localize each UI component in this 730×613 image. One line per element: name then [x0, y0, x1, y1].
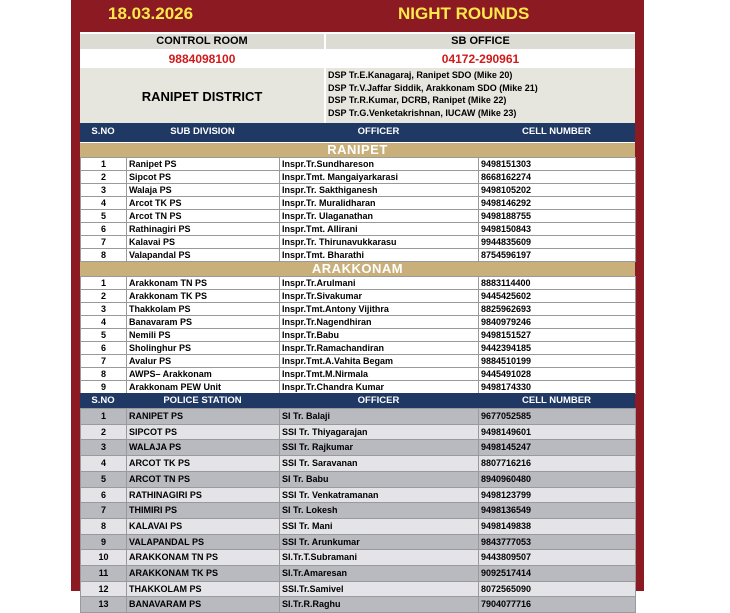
station-cell: Arcot TN PS — [127, 210, 280, 223]
phone-cell: 9498123799 — [479, 487, 636, 503]
district-name: RANIPET DISTRICT — [80, 68, 324, 123]
table-row — [81, 381, 636, 394]
sno-cell: 13 — [81, 597, 127, 613]
station-cell: VALAPANDAL PS — [127, 534, 280, 550]
table-row — [81, 290, 636, 303]
phone-cell: 9498145247 — [479, 440, 636, 456]
station-cell: AWPS– Arakkonam — [127, 368, 280, 381]
officer-cell: Inspr.Tr.Ramachandiran — [280, 342, 479, 355]
officer-cell: Inspr.Tmt. Allirani — [280, 223, 479, 236]
officer-cell: Inspr.Tr. Ulaganathan — [280, 210, 479, 223]
table-row — [81, 456, 636, 472]
phone-cell: 8883114400 — [479, 277, 636, 290]
station-cell: RATHINAGIRI PS — [127, 487, 280, 503]
station-cell: Sholinghur PS — [127, 342, 280, 355]
phone-cell: 9445491028 — [479, 368, 636, 381]
sno-cell: 8 — [81, 368, 127, 381]
table-row — [81, 550, 636, 566]
officer-cell: SSI Tr. Venkatramanan — [280, 487, 479, 503]
table-row — [81, 184, 636, 197]
station-cell: Kalavai PS — [127, 236, 280, 249]
phone-cell: 9498149838 — [479, 518, 636, 534]
phone-cell: 9498151303 — [479, 158, 636, 171]
officer-cell: Inspr.Tr.Chandra Kumar — [280, 381, 479, 394]
table-row — [81, 409, 636, 425]
table-row — [81, 249, 636, 262]
officer-cell: Inspr.Tr. Thirunavukkarasu — [280, 236, 479, 249]
phone-cell: 8940960480 — [479, 471, 636, 487]
sno-cell: 2 — [81, 171, 127, 184]
police-station-table — [80, 408, 636, 613]
report-title: NIGHT ROUNDS — [398, 4, 530, 23]
station-cell: SIPCOT PS — [127, 424, 280, 440]
dsp-list — [326, 68, 635, 123]
dsp-line: DSP Tr.V.Jaffar Siddik, Arakkonam SDO (Mike 21) — [328, 82, 538, 93]
table-row — [81, 210, 636, 223]
table-row — [81, 329, 636, 342]
station-cell: Avalur PS — [127, 355, 280, 368]
phone-cell: 9498149601 — [479, 424, 636, 440]
phone-cell: 9884510199 — [479, 355, 636, 368]
sno-cell: 12 — [81, 581, 127, 597]
table-row — [81, 597, 636, 613]
phone-cell: 7904077716 — [479, 597, 636, 613]
table-row — [81, 316, 636, 329]
table-row — [81, 534, 636, 550]
officer-cell: Inspr.Tmt.Antony Vijithra — [280, 303, 479, 316]
station-cell: RANIPET PS — [127, 409, 280, 425]
sno-cell: 7 — [81, 503, 127, 519]
officer-cell: Inspr.Tmt. Mangaiyarkarasi — [280, 171, 479, 184]
officer-cell: Inspr.Tr.Nagendhiran — [280, 316, 479, 329]
phone-cell: 8072565090 — [479, 581, 636, 597]
sno-cell: 2 — [81, 290, 127, 303]
table-row — [81, 223, 636, 236]
officer-cell: Inspr.Tmt.A.Vahita Begam — [280, 355, 479, 368]
table-row — [81, 440, 636, 456]
sb-office-number: 04172-290961 — [326, 51, 635, 68]
ps-col-police-station: POLICE STATION — [126, 393, 279, 408]
table-row — [81, 171, 636, 184]
officer-cell: Inspr.Tr.Babu — [280, 329, 479, 342]
table-row — [81, 355, 636, 368]
phone-cell: 8754596197 — [479, 249, 636, 262]
station-cell: ARCOT TK PS — [127, 456, 280, 472]
arakkonam-table — [80, 276, 636, 394]
phone-cell: 8825962693 — [479, 303, 636, 316]
sno-cell: 4 — [81, 316, 127, 329]
table-row — [81, 158, 636, 171]
phone-cell: 8668162274 — [479, 171, 636, 184]
officer-cell: SI Tr. Balaji — [280, 409, 479, 425]
ps-col-officer: OFFICER — [279, 393, 478, 408]
officer-cell: SI Tr. Babu — [280, 471, 479, 487]
officer-cell: SSI Tr. Thiyagarajan — [280, 424, 479, 440]
phone-cell: 9840979246 — [479, 316, 636, 329]
sno-cell: 6 — [81, 487, 127, 503]
control-room-label: CONTROL ROOM — [80, 34, 324, 49]
phone-cell: 9843777053 — [479, 534, 636, 550]
title-bar — [80, 0, 635, 32]
phone-cell: 9498151527 — [479, 329, 636, 342]
night-rounds-document — [80, 0, 635, 610]
col-officer: OFFICER — [279, 123, 478, 142]
sno-cell: 1 — [81, 409, 127, 425]
sno-cell: 11 — [81, 566, 127, 582]
officer-cell: SSI.Tr.Samivel — [280, 581, 479, 597]
station-cell: Sipcot PS — [127, 171, 280, 184]
officer-cell: Inspr.Tr. Sakthiganesh — [280, 184, 479, 197]
phone-cell: 9443809507 — [479, 550, 636, 566]
sno-cell: 6 — [81, 342, 127, 355]
station-cell: THIMIRI PS — [127, 503, 280, 519]
dsp-line: DSP Tr.G.Venketakrishnan, IUCAW (Mike 23) — [328, 107, 517, 118]
sno-cell: 1 — [81, 158, 127, 171]
officer-cell: Inspr.Tmt.M.Nirmala — [280, 368, 479, 381]
sno-cell: 5 — [81, 210, 127, 223]
dsp-line: DSP Tr.R.Kumar, DCRB, Ranipet (Mike 22) — [328, 95, 507, 105]
sno-cell: 9 — [81, 381, 127, 394]
ps-col-sno: S.NO — [80, 393, 126, 408]
station-cell: Arcot TK PS — [127, 197, 280, 210]
station-cell: Valapandal PS — [127, 249, 280, 262]
section-arakkonam: ARAKKONAM — [80, 262, 635, 276]
officer-cell: SSI Tr. Mani — [280, 518, 479, 534]
sno-cell: 7 — [81, 236, 127, 249]
phone-cell: 9498146292 — [479, 197, 636, 210]
sno-cell: 3 — [81, 440, 127, 456]
table-row — [81, 518, 636, 534]
station-cell: Thakkolam PS — [127, 303, 280, 316]
col-sno: S.NO — [80, 123, 126, 142]
table-row — [81, 303, 636, 316]
phone-cell: 9677052585 — [479, 409, 636, 425]
table-row — [81, 566, 636, 582]
phone-cell: 9498105202 — [479, 184, 636, 197]
officer-cell: SI.Tr.R.Raghu — [280, 597, 479, 613]
sno-cell: 3 — [81, 303, 127, 316]
station-cell: WALAJA PS — [127, 440, 280, 456]
station-cell: Nemili PS — [127, 329, 280, 342]
phone-cell: 9944835609 — [479, 236, 636, 249]
table-row — [81, 197, 636, 210]
station-cell: Rathinagiri PS — [127, 223, 280, 236]
table-row — [81, 236, 636, 249]
table-row — [81, 342, 636, 355]
phone-cell: 9498136549 — [479, 503, 636, 519]
table-row — [81, 368, 636, 381]
station-cell: Arakkonam TN PS — [127, 277, 280, 290]
sno-cell: 5 — [81, 471, 127, 487]
col-sub-division: SUB DIVISION — [126, 123, 279, 142]
station-cell: KALAVAI PS — [127, 518, 280, 534]
station-cell: Walaja PS — [127, 184, 280, 197]
phone-cell: 9442394185 — [479, 342, 636, 355]
station-cell: BANAVARAM PS — [127, 597, 280, 613]
station-cell: ARAKKONAM TK PS — [127, 566, 280, 582]
sb-office-label: SB OFFICE — [326, 34, 635, 49]
sno-cell: 3 — [81, 184, 127, 197]
table-row — [81, 487, 636, 503]
officer-cell: SSI Tr. Rajkumar — [280, 440, 479, 456]
sno-cell: 8 — [81, 518, 127, 534]
station-cell: Arakkonam TK PS — [127, 290, 280, 303]
sno-cell: 1 — [81, 277, 127, 290]
officer-cell: Inspr.Tr.Sivakumar — [280, 290, 479, 303]
officer-cell: SI.Tr.Amaresan — [280, 566, 479, 582]
officer-cell: Inspr.Tr.Sundhareson — [280, 158, 479, 171]
ranipet-table — [80, 157, 636, 262]
sno-cell: 2 — [81, 424, 127, 440]
station-cell: THAKKOLAM PS — [127, 581, 280, 597]
sno-cell: 9 — [81, 534, 127, 550]
station-cell: Ranipet PS — [127, 158, 280, 171]
sno-cell: 7 — [81, 355, 127, 368]
phone-cell: 8807716216 — [479, 456, 636, 472]
officer-cell: SSI Tr. Arunkumar — [280, 534, 479, 550]
sno-cell: 5 — [81, 329, 127, 342]
officer-cell: SI.Tr.T.Subramani — [280, 550, 479, 566]
phone-cell: 9445425602 — [479, 290, 636, 303]
officer-cell: SI Tr. Lokesh — [280, 503, 479, 519]
officer-cell: Inspr.Tmt. Bharathi — [280, 249, 479, 262]
officer-cell: SSI Tr. Saravanan — [280, 456, 479, 472]
report-date: 18.03.2026 — [108, 4, 194, 23]
sno-cell: 4 — [81, 456, 127, 472]
table-row — [81, 503, 636, 519]
phone-cell: 9092517414 — [479, 566, 636, 582]
col-cell-number: CELL NUMBER — [478, 123, 635, 142]
officer-cell: Inspr.Tr.Arulmani — [280, 277, 479, 290]
sno-cell: 10 — [81, 550, 127, 566]
section-ranipet: RANIPET — [80, 143, 635, 157]
officer-cell: Inspr.Tr. Muralidharan — [280, 197, 479, 210]
table-row — [81, 581, 636, 597]
dsp-line: DSP Tr.E.Kanagaraj, Ranipet SDO (Mike 20) — [328, 70, 513, 80]
table-row — [81, 277, 636, 290]
table-row — [81, 424, 636, 440]
phone-cell: 9498188755 — [479, 210, 636, 223]
phone-cell: 9498150843 — [479, 223, 636, 236]
sno-cell: 4 — [81, 197, 127, 210]
station-cell: Arakkonam PEW Unit — [127, 381, 280, 394]
table-row — [81, 471, 636, 487]
ps-col-cell-number: CELL NUMBER — [478, 393, 635, 408]
station-cell: Banavaram PS — [127, 316, 280, 329]
control-room-number: 9884098100 — [80, 51, 324, 68]
station-cell: ARCOT TN PS — [127, 471, 280, 487]
station-cell: ARAKKONAM TN PS — [127, 550, 280, 566]
sno-cell: 8 — [81, 249, 127, 262]
phone-cell: 9498174330 — [479, 381, 636, 394]
sno-cell: 6 — [81, 223, 127, 236]
